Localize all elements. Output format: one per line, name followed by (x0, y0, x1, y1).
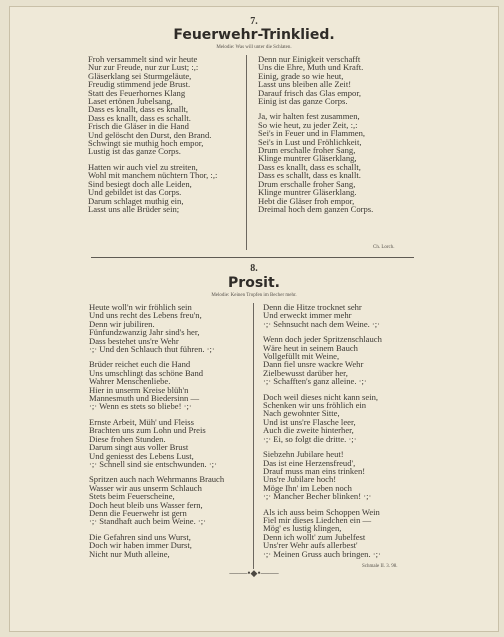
verse-line: Und gebildet ist das Corps. (88, 187, 182, 198)
verse-line: Auch die zweite hinterher, (263, 425, 354, 436)
verse-line: Spritzen auch nach Wehrmanns Brauch (89, 474, 225, 485)
verse-line: Hebt die Gläser froh empor, (258, 195, 355, 206)
verse-line: Mög' es lustig klingen, (263, 523, 342, 534)
footer-ornament: ——•◆•—— (229, 568, 279, 578)
verse-line: Und ist uns're Flasche leer, (263, 416, 356, 427)
verse-line: Dass es knallt, dass es schallt. (88, 112, 191, 123)
verse-line: Uns'rer Wehr aufs allerbest' (263, 540, 358, 551)
verse-line: ·;· Schafften's ganz alleine. ·;· (263, 376, 367, 387)
verse-line: Doch heut bleib uns Wasser fern, (89, 499, 203, 510)
verse-line: Brüder reichet euch die Hand (89, 359, 191, 370)
stanza (263, 508, 438, 558)
column-divider (253, 303, 254, 569)
verse-line: ·;· Schnell sind sie entschwunden. ·;· (89, 458, 217, 469)
verse-line: Lustig ist das ganze Corps. (88, 146, 181, 157)
verse-line: ·;· Sehnsucht nach dem Weine. ·;· (263, 318, 381, 329)
stanza (263, 393, 438, 443)
verse-line: Zielbewusst darüber her, (263, 367, 348, 378)
verse-line: Einig ist das ganze Corps. (258, 96, 348, 107)
verse-line: Einig, grade so wie heut, (258, 70, 344, 81)
page (9, 6, 499, 632)
song-number: 7. (250, 16, 258, 27)
verse-line: Dann fiel unsre wackre Wehr (263, 359, 364, 370)
verse-line: Hier in unserm Kreise blüh'n (89, 384, 189, 395)
verse-line: Fünfundzwanzig Jahr sind's her, (89, 327, 200, 338)
verse-line: Drauf muss man eins trinken! (263, 465, 366, 476)
verse-line: Wenn doch jeder Spritzenschlauch (263, 334, 382, 345)
stanza (89, 475, 252, 525)
song2-right-column (263, 303, 438, 565)
verse-line: Klinge muntrer Gläserklang, (258, 153, 357, 164)
verse-line: Lasst uns bleiben alle Zeit! (258, 79, 352, 90)
verse-line: Stets beim Feuerscheine, (89, 491, 175, 502)
verse-line: Brachten uns zum Lohn und Preis (89, 425, 206, 436)
verse-line: Gläserklang sei Sturmgeläute, (88, 70, 192, 81)
verse-line: Und uns recht des Lebens freu'n, (89, 310, 202, 321)
verse-line: Dreimal hoch dem ganzen Corps. (258, 203, 374, 214)
verse-line: Hatten wir auch viel zu streiten, (88, 161, 198, 172)
section-rule (91, 257, 414, 258)
song-author: Ch. Lorch. (373, 245, 395, 250)
verse-line: Sei's in Lust und Fröhlichkeit, (258, 136, 362, 147)
verse-line: Denn nur Einigkeit verschafft (258, 54, 361, 64)
stanza (263, 450, 438, 500)
verse-line: Heute woll'n wir fröhlich sein (89, 302, 192, 312)
verse-line: Drum erschalle froher Sang, (258, 145, 356, 156)
verse-line: Wasser wir aus unserm Schlauch (89, 482, 202, 493)
stanza (88, 55, 248, 156)
verse-line: Uns're Jubilare hoch! (263, 474, 337, 485)
verse-line: Und gelöscht den Durst, den Brand. (88, 129, 212, 140)
verse-line: Diese frohen Stunden. (89, 433, 166, 444)
stanza (258, 55, 433, 105)
stanza (263, 303, 438, 328)
song-number: 8. (250, 263, 258, 274)
verse-line: Nicht nur Muth alleine, (89, 548, 170, 559)
song2-left-column (89, 303, 252, 565)
melody-note: Melodie: Keinen Tropfen im Becher mehr. (211, 293, 297, 298)
verse-line: Laset ertönen Jubelsang, (88, 96, 173, 107)
stanza (263, 335, 438, 385)
verse-line: Fiel mir dieses Liedchen ein — (263, 514, 372, 525)
verse-line: Freudig stimmend jede Brust. (88, 79, 191, 90)
verse-line: Die Gefahren sind uns Wurst, (89, 531, 191, 542)
verse-line: ·;· Und den Schlauch thut führen. ·;· (89, 344, 215, 355)
verse-line: Denn wir jubiliren. (89, 318, 155, 329)
verse-line: ·;· Wenn es stets so bliebe! ·;· (89, 401, 192, 412)
melody-note: Melodie: Was will unter die Schlaten. (216, 45, 292, 50)
verse-line: Schenken wir uns fröhlich ein (263, 400, 367, 411)
verse-line: Wohl mit manchem nüchtern Thor, :,: (88, 170, 218, 181)
stanza (88, 163, 248, 213)
verse-line: Denn die Hitze trocknet sehr (263, 302, 362, 312)
verse-line: Uns umschlingt das schöne Band (89, 367, 204, 378)
verse-line: Dass es knallt, dass es schallt, (258, 161, 361, 172)
verse-line: Ernste Arbeit, Müh' und Fleiss (89, 416, 194, 427)
song-title: Prosit. (228, 275, 280, 291)
verse-line: Denn ich wollt' zum Jubelfest (263, 531, 366, 542)
song1-right-column (258, 55, 433, 220)
song-title: Feuerwehr-Trinklied. (173, 27, 335, 43)
column-divider (246, 55, 247, 250)
verse-line: Doch weil dieses nicht kann sein, (263, 391, 379, 402)
verse-line: Schwingt sie muthig hoch empor, (88, 138, 204, 149)
verse-line: Nach gewohnter Sitte, (263, 408, 340, 419)
verse-line: Uns die Ehre, Muth und Kraft. (258, 62, 364, 73)
verse-line: Statt des Feuerhornes Klang (88, 87, 186, 98)
song-author: Schmale II. 3. 98. (362, 564, 398, 569)
song1-left-column (88, 55, 248, 220)
stanza (89, 418, 252, 468)
verse-line: Wäre heut in seinem Bauch (263, 342, 358, 353)
verse-line: Darauf frisch das Glas empor, (258, 87, 361, 98)
verse-line: Nur zur Freude, nur zur Lust; :,: (88, 62, 199, 73)
verse-line: Froh versammelt sind wir heute (88, 54, 198, 64)
verse-line: ·;· Meinen Gruss auch bringen. ·;· (263, 548, 381, 559)
verse-line: Ja, wir halten fest zusammen, (258, 111, 360, 122)
verse-line: Darum singt aus voller Brust (89, 442, 189, 453)
stanza (89, 533, 252, 558)
verse-line: Klinge muntrer Gläserklang. (258, 187, 357, 198)
verse-line: Und geniesst des Lebens Lust, (89, 450, 194, 461)
verse-line: Lasst uns alle Brüder sein; (88, 203, 180, 214)
verse-line: Denn die Feuerwehr ist gern (89, 507, 187, 518)
verse-line: So wie heut, zu jeder Zeit, :,: (258, 119, 358, 130)
stanza (258, 112, 433, 213)
verse-line: Darum schlaget muthig ein, (88, 195, 184, 206)
verse-line: Dass es knallt, dass es knallt, (88, 104, 189, 115)
verse-line: Das ist eine Herzensfreud', (263, 457, 356, 468)
verse-line: ·;· Mancher Becher blinken! ·;· (263, 491, 372, 502)
verse-line: Doch wir haben immer Durst, (89, 540, 192, 551)
verse-line: Drum erschalle froher Sang, (258, 178, 356, 189)
verse-line: Siebzehn Jubilare heut! (263, 449, 344, 460)
verse-line: Dass es schallt, dass es knallt. (258, 170, 361, 181)
stanza (89, 360, 252, 410)
verse-line: ·;· Standhaft auch beim Weine. ·;· (89, 516, 207, 527)
verse-line: Als ich auss beim Schoppen Wein (263, 506, 380, 517)
verse-line: Sind besiegt doch alle Leiden, (88, 178, 192, 189)
verse-line: Vollgefüllt mit Weine, (263, 351, 340, 362)
verse-line: Frisch die Gläser in die Hand (88, 121, 189, 132)
verse-line: Wahrer Menschenliebe. (89, 376, 171, 387)
verse-line: Dass bestehet uns're Wehr (89, 335, 179, 346)
stanza (89, 303, 252, 353)
verse-line: Möge Ihn' im Leben noch (263, 482, 352, 493)
verse-line: Sei's in Feuer und in Flammen, (258, 128, 366, 139)
verse-line: ·;· Ei, so folgt die dritte. ·;· (263, 433, 357, 444)
verse-line: Mannesmuth und Biedersinn — (89, 393, 200, 404)
verse-line: Und erweckt immer mehr (263, 310, 352, 321)
